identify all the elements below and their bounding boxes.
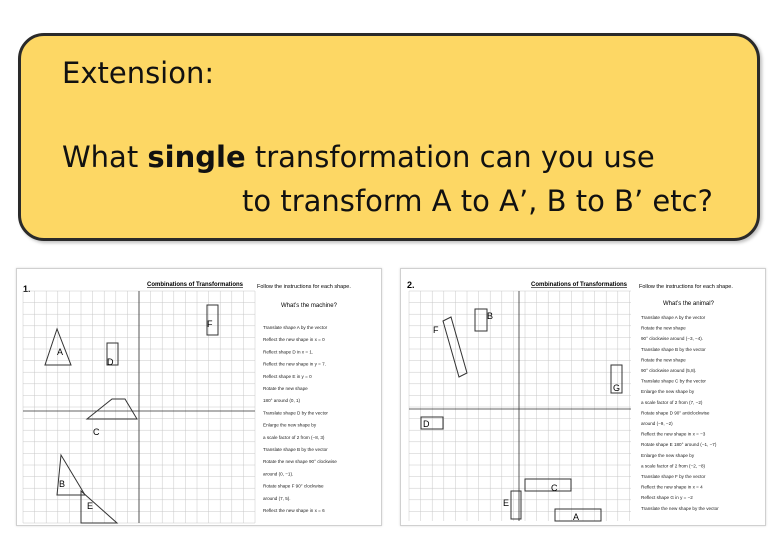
shape-label-f-2: F xyxy=(433,325,439,335)
step-text: Translate shape C by the vector xyxy=(641,378,706,384)
question-line-2: to transform A to A’, B to B’ etc? xyxy=(242,184,713,218)
step-text: Translate shape D by the vector xyxy=(263,410,328,416)
worksheet-1-question: What’s the machine? xyxy=(281,303,337,309)
step-text: Reflect the new shape in x = 4 xyxy=(641,484,703,490)
worksheet-2-steps xyxy=(641,315,719,511)
step-text: Enlarge the new shape by xyxy=(641,452,695,458)
question-pre: What xyxy=(62,140,148,174)
step-text: Rotate the new shape 90° clockwise xyxy=(263,459,337,465)
step-text: Reflect shape G in y = −2 xyxy=(641,495,693,501)
step-text: 180° around (0, 1) xyxy=(263,398,301,404)
step-text: a scale factor of 2 from (−2, −8) xyxy=(641,463,706,469)
step-text: Reflect shape E in y = 0 xyxy=(263,373,312,379)
worksheet-1 xyxy=(16,268,382,526)
step-text: Enlarge the new shape by xyxy=(263,422,317,428)
step-text: around (7, 5). xyxy=(263,495,291,501)
shape-label-d: D xyxy=(107,357,114,367)
shape-label-a: A xyxy=(57,347,64,357)
step-text: Reflect the new shape in x = 0 xyxy=(263,337,325,343)
step-text: Translate shape A by the vector xyxy=(641,315,706,320)
step-text: Reflect the new shape in x = 6 xyxy=(263,508,325,513)
shape-label-e: E xyxy=(87,501,94,511)
shape-label-a-2: A xyxy=(573,512,580,522)
extension-label: Extension: xyxy=(62,56,215,90)
step-text: Rotate shape E 180° around (−1, −7) xyxy=(641,442,717,448)
shape-label-b: B xyxy=(59,479,66,489)
step-text: 90° clockwise around (−3, −4). xyxy=(641,336,704,342)
worksheet-1-title: Combinations of Transformations xyxy=(147,282,244,288)
shape-label-f: F xyxy=(207,319,213,329)
step-text: Reflect the new shape in y = 7. xyxy=(263,361,326,367)
worksheet-2-instruction: Follow the instructions for each shape. xyxy=(639,284,733,290)
step-text: a scale factor of 2 from (−8, 3) xyxy=(263,434,325,440)
worksheet-2-grid xyxy=(409,291,631,521)
worksheet-1-number: 1. xyxy=(23,284,31,294)
worksheet-2-question: What’s the animal? xyxy=(663,301,714,307)
shape-label-g-2: G xyxy=(613,383,621,393)
shape-label-c: C xyxy=(93,427,100,437)
step-text: Enlarge the new shape by xyxy=(641,389,695,395)
step-text: Translate shape B by the vector xyxy=(263,447,328,452)
step-text: Translate shape A by the vector xyxy=(263,325,328,330)
step-text: a scale factor of 2 from (7, −2) xyxy=(641,399,703,405)
worksheet-2-number: 2. xyxy=(407,280,415,290)
shape-label-b-2: B xyxy=(487,311,494,321)
worksheet-2 xyxy=(400,268,766,526)
step-text: around (0, −1). xyxy=(263,471,294,477)
step-text: Translate shape B by the vector xyxy=(641,346,706,352)
step-text: Rotate the new shape xyxy=(641,357,686,363)
shape-label-c-2: C xyxy=(551,483,558,493)
step-text: Rotate the new shape xyxy=(263,386,308,391)
shape-c xyxy=(87,399,137,419)
step-text: around (−9, −2) xyxy=(641,421,673,426)
step-text: 90° clockwise around (5,8). xyxy=(641,368,697,373)
shape-b-2 xyxy=(475,309,487,331)
step-text: Reflect shape D in x = 1. xyxy=(263,349,314,355)
step-text: Rotate the new shape xyxy=(641,325,686,331)
worksheet-1-figure xyxy=(17,269,381,525)
question-line-1 xyxy=(62,140,655,174)
worksheet-2-title: Combinations of Transformations xyxy=(531,282,628,288)
shape-label-d-2: D xyxy=(423,419,430,429)
step-text: Reflect the new shape in x = −3 xyxy=(641,431,706,437)
worksheet-1-steps xyxy=(263,325,337,513)
shape-label-e-2: E xyxy=(503,498,510,508)
step-text: Rotate shape D 90° anticlockwise xyxy=(641,410,710,416)
question-post: transformation can you use xyxy=(245,140,655,174)
step-text: Translate shape F by the vector xyxy=(641,474,706,479)
step-text: Rotate shape F 90° clockwise xyxy=(263,483,324,489)
shape-e-2 xyxy=(511,491,521,519)
step-text: Translate the new shape by the vector xyxy=(641,505,719,511)
worksheet-1-instruction: Follow the instructions for each shape. xyxy=(257,284,351,290)
question-bold-word: single xyxy=(147,140,246,174)
worksheet-2-figure xyxy=(401,269,765,525)
